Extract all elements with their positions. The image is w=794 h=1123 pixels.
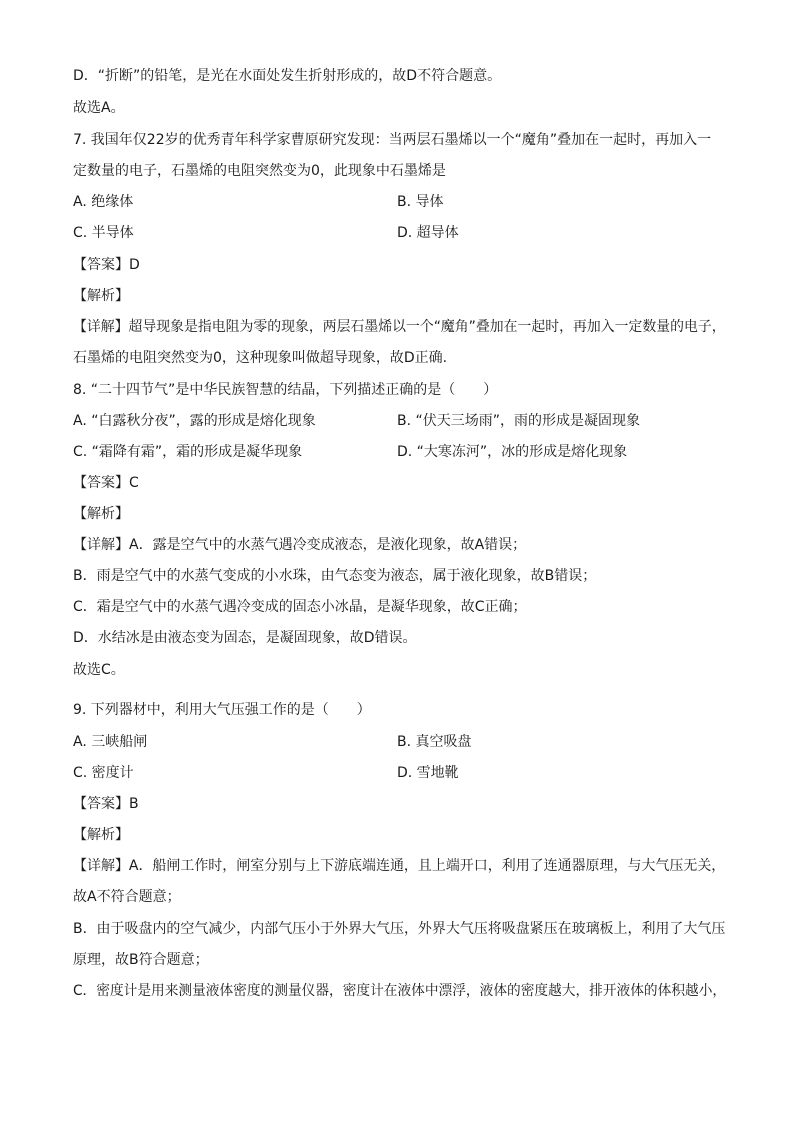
question-8-stem: 8. “二十四节气”是中华民族智慧的结晶，下列描述正确的是（ ） xyxy=(73,382,498,398)
q8-answer: 【答案】C xyxy=(73,475,139,491)
text-line: 故选A。 xyxy=(73,100,125,116)
q7-option-a: A. 绝缘体 xyxy=(73,194,134,210)
q9-explanation: B．由于吸盘内的空气减少，内部气压小于外界大气压，外界大气压将吸盘紧压在玻璃板上，利用了大气压 xyxy=(73,921,726,937)
q9-explanation: 故A不符合题意； xyxy=(73,889,181,905)
q9-option-d: D. 雪地靴 xyxy=(397,765,459,781)
q7-explanation: 【详解】超导现象是指电阻为零的现象，两层石墨烯以一个“魔角”叠加在一起时，再加入一定数量的电子， xyxy=(73,319,726,335)
q7-analysis-heading: 【解析】 xyxy=(73,288,129,304)
question-7-stem: 7. 我国年仅22岁的优秀青年科学家曹原研究发现：当两层石墨烯以一个“魔角”叠加在一起时，再加入一 xyxy=(73,132,712,148)
question-9-stem: 9. 下列器材中，利用大气压强工作的是（ ） xyxy=(73,702,371,718)
q8-explanation: C．霜是空气中的水蒸气遇冷变成的固态小冰晶，是凝华现象，故C正确； xyxy=(73,599,527,615)
q8-option-a: A. “白露秋分夜”，露的形成是熔化现象 xyxy=(73,413,316,429)
q8-selection: 故选C。 xyxy=(73,662,125,678)
q9-option-b: B. 真空吸盘 xyxy=(397,734,472,750)
q9-option-c: C. 密度计 xyxy=(73,765,134,781)
q7-option-b: B. 导体 xyxy=(397,194,444,210)
q8-option-c: C. “霜降有霜”，霜的形成是凝华现象 xyxy=(73,444,303,460)
q8-option-b: B. “伏天三场雨”，雨的形成是凝固现象 xyxy=(397,413,641,429)
q9-explanation: 【详解】A．船闸工作时，闸室分别与上下游底端连通，且上端开口，利用了连通器原理，与大气压无关， xyxy=(73,858,726,874)
q9-analysis-heading: 【解析】 xyxy=(73,827,129,843)
q8-explanation: B．雨是空气中的水蒸气变成的小水珠，由气态变为液态，属于液化现象，故B错误； xyxy=(73,568,597,584)
question-7-stem: 定数量的电子，石墨烯的电阻突然变为0，此现象中石墨烯是 xyxy=(73,163,446,179)
q9-answer: 【答案】B xyxy=(73,796,139,812)
q8-option-d: D. “大寒冻河”，冰的形成是熔化现象 xyxy=(397,444,628,460)
q7-option-c: C. 半导体 xyxy=(73,225,134,241)
q9-option-a: A. 三峡船闸 xyxy=(73,734,148,750)
q9-explanation: C．密度计是用来测量液体密度的测量仪器，密度计在液体中漂浮，液体的密度越大，排开液体的体积越小， xyxy=(73,983,727,999)
text-line: D．“折断”的铅笔，是光在水面处发生折射形成的，故D不符合题意。 xyxy=(73,68,502,84)
q9-explanation: 原理，故B符合题意； xyxy=(73,952,209,968)
q7-option-d: D. 超导体 xyxy=(397,225,459,241)
q8-analysis-heading: 【解析】 xyxy=(73,506,129,522)
q8-explanation: D．水结冰是由液态变为固态，是凝固现象，故D错误。 xyxy=(73,630,417,646)
q7-explanation: 石墨烯的电阻突然变为0，这种现象叫做超导现象，故D正确. xyxy=(73,350,448,366)
q8-explanation: 【详解】A．露是空气中的水蒸气遇冷变成液态，是液化现象，故A错误； xyxy=(73,537,527,553)
q7-answer: 【答案】D xyxy=(73,257,140,273)
